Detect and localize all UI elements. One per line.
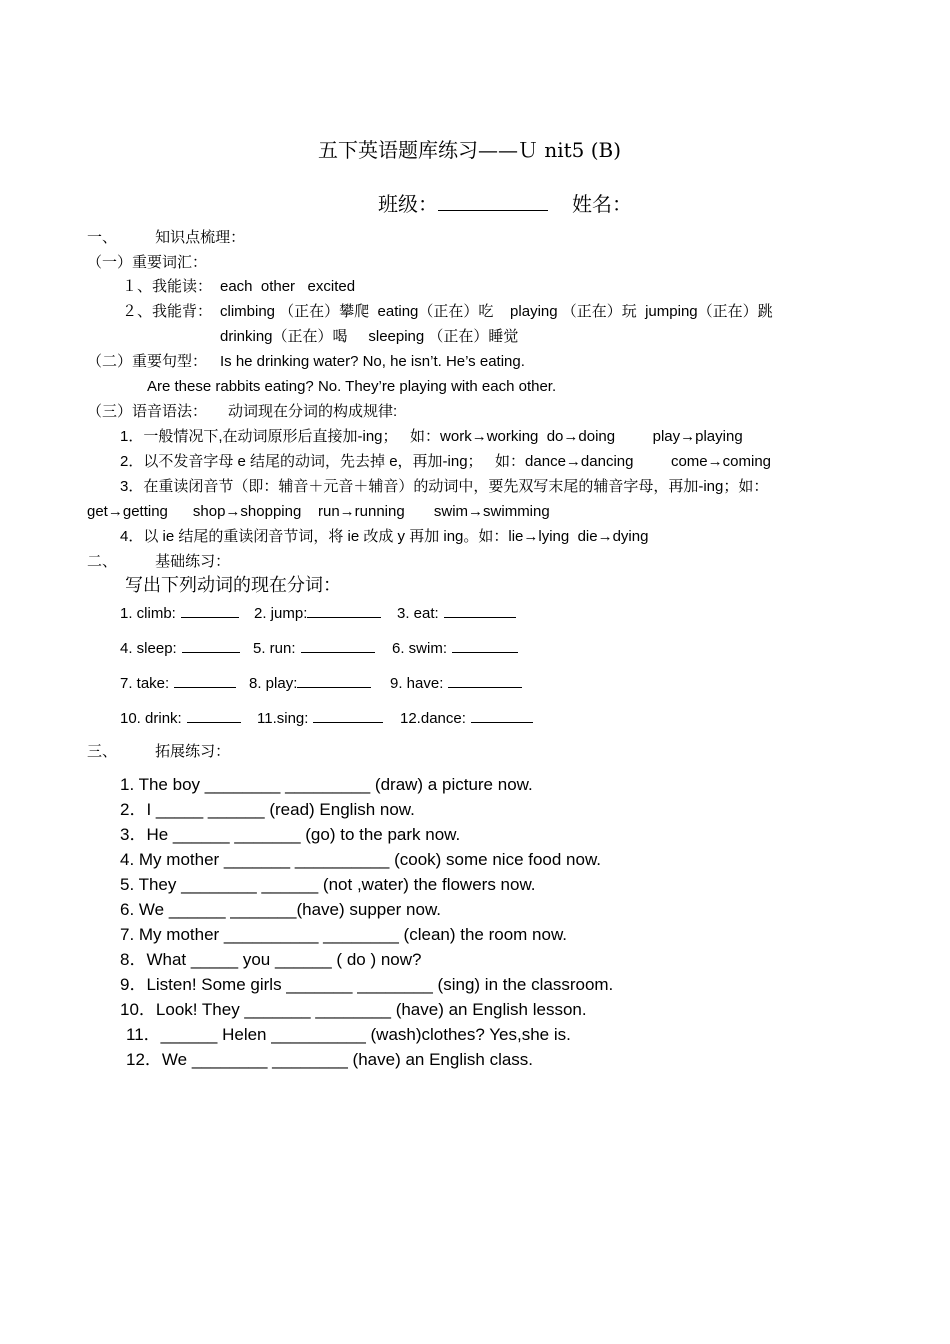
sentence-line-1: Is he drinking water? No, he isn’t. He’s eating. [220,353,525,370]
answer-blank[interactable] [174,673,236,688]
recite-label: ２、我能背： [122,302,213,320]
name-label: 姓名： [572,192,632,216]
page-title: 五下英语题库练习——Ｕ nit5 (B) [318,138,622,162]
section3-heading: 三、 拓展练习： [87,742,231,760]
sentence-exercise: 11．______ Helen __________ (wash)clothes? Yes,she is. [126,1025,571,1044]
sentences-heading: （二）重要句型： [87,352,208,370]
sentence-exercise: 6. We ______ _______(have) supper now. [120,900,442,919]
sentence-exercise: 8．What _____ you ______ ( do ) now? [120,950,422,969]
class-name-line [378,190,632,214]
exercise-item: 11.sing: [257,708,383,726]
grammar-rule-4: 4．以 ie 结尾的重读闭音节词，将 ie 改成 y 再加 ing。如：lie→lying die→dying [120,528,649,545]
read-label: １、我能读： [122,277,213,295]
grammar-rule-3-examples: get→getting shop→shopping run→running swim→swimming [87,503,550,520]
exercise-item: 3. eat: [397,603,516,621]
answer-blank[interactable] [471,708,533,723]
sentence-exercise: 2．I _____ ______ (read) English now. [120,800,415,819]
exercise-item: 7. take: [120,673,236,691]
exercise-item: 1. climb: [120,603,239,621]
answer-blank[interactable] [182,638,240,653]
answer-blank[interactable] [448,673,522,688]
grammar-rule-2: 2．以不发音字母 e 结尾的动词，先去掉 e，再加-ing； 如：dance→dancing come→coming [120,453,772,470]
exercise-item: 10. drink: [120,708,241,726]
answer-blank[interactable] [313,708,383,723]
grammar-rule-3: 3．在重读闭音节（即：辅音＋元音＋辅音）的动词中，要先双写末尾的辅音字母，再加-ing；如： [120,478,769,495]
grammar-subtitle: 动词现在分词的构成规律: [228,403,398,420]
exercise-item: 12.dance: [400,708,533,726]
recite-line-1: climbing （正在）攀爬 eating（正在）吃 playing （正在）玩 jumping（正在）跳 [220,303,773,320]
sentence-exercise: 4. My mother _______ __________ (cook) some nice food now. [120,850,602,869]
read-words: each other excited [220,278,356,295]
answer-blank[interactable] [444,603,516,618]
grammar-rule-1: 1．一般情况下,在动词原形后直接加-ing； 如：work→working do→doing play→playing [120,428,743,445]
section1-heading: 一、 知识点梳理： [87,228,246,246]
vocab-heading: （一）重要词汇： [87,253,208,271]
answer-blank[interactable] [301,638,375,653]
section2-heading: 二、 基础练习： [87,552,231,570]
class-blank[interactable] [438,190,548,211]
section2-instruction: 写出下列动词的现在分词： [125,575,341,596]
sentence-exercise: 1. The boy ________ _________ (draw) a picture now. [120,775,533,794]
sentence-exercise: 12．We ________ ________ (have) an English class. [126,1050,534,1069]
sentence-line-2: Are these rabbits eating? No. They’re playing with each other. [147,378,557,395]
exercise-item: 2. jump: [254,603,381,621]
sentence-exercise: 7. My mother __________ ________ (clean) the room now. [120,925,568,944]
answer-blank[interactable] [181,603,239,618]
grammar-heading: （三）语音语法： [87,402,208,420]
answer-blank[interactable] [297,673,371,688]
answer-blank[interactable] [452,638,518,653]
class-label: 班级： [378,192,438,216]
exercise-item: 4. sleep: [120,638,240,656]
answer-blank[interactable] [187,708,241,723]
sentence-exercise: 5. They ________ ______ (not ,water) the flowers now. [120,875,536,894]
exercise-item: 6. swim: [392,638,518,656]
recite-line-2: drinking（正在）喝 sleeping （正在）睡觉 [220,328,519,345]
sentence-exercise: 9．Listen! Some girls _______ ________ (sing) in the classroom. [120,975,614,994]
sentence-exercise: 10．Look! They _______ ________ (have) an English lesson. [120,1000,587,1019]
sentence-exercise: 3．He ______ _______ (go) to the park now. [120,825,461,844]
answer-blank[interactable] [307,603,381,618]
exercise-item: 9. have: [390,673,522,691]
exercise-item: 5. run: [253,638,375,656]
exercise-item: 8. play: [249,673,371,691]
